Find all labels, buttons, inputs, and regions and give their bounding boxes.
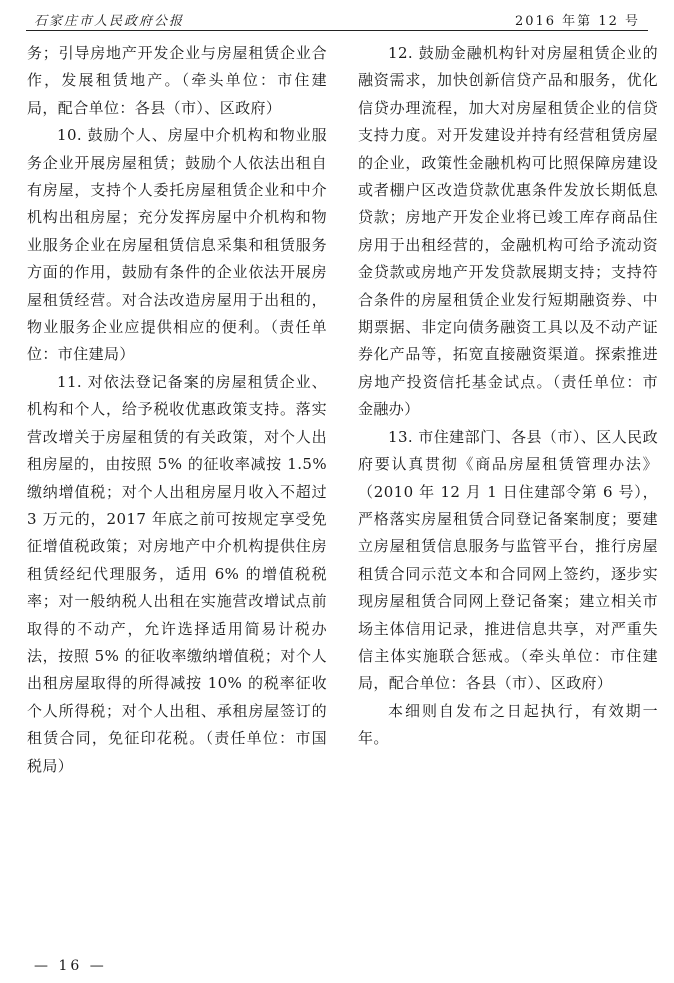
page-number: — 16 — [34,958,107,974]
paragraph: 11. 对依法登记备案的房屋租赁企业、机构和个人，给予税收优惠政策支持。落实营改增关于房屋租赁的有关政策，对个人出租房屋的，由按照 5% 的征收率减按 1.5% 缴纳增值税；对个人出租房屋月收入不超过 3 万元的，2017 年底之前可按规定享受免征增值税政策；对房地产中介机构提供住房租赁经纪代理服务，适用 6% 的增值税税率；对一般纳税人出租在实施营改增试点前取得的不动产，允许选择适用简易计税办法，按照 5% 的征收率缴纳增值税；对个人出租房屋取得的所得减按 10% 的税率征收个人所得税；对个人出租、承租房屋签订的租赁合同，免征印花税。（责任单位：市国税局） [27,372,327,775]
paragraph: 10. 鼓励个人、房屋中介机构和物业服务企业开展房屋租赁；鼓励个人依法出租自有房屋，支持个人委托房屋租赁企业和中介机构出租房屋；充分发挥房屋中介机构和物业服务企业在房屋租赁信息采集和租赁服务方面的作用，鼓励有条件的企业依法开展房屋租赁经营。对合法改造房屋用于出租的，物业服务企业应提供相应的便利。（责任单位：市住建局） [27,126,327,364]
issue-number: 2016 年第 12 号 [514,14,640,29]
paragraph: 12. 鼓励金融机构针对房屋租赁企业的融资需求，加快创新信贷产品和服务，优化信贷办理流程，加大对房屋租赁企业的信贷支持力度。对开发建设并持有经营租赁房屋的企业，政策性金融机构可比照保障房建设或者棚户区改造贷款优惠条件发放长期低息贷款；房地产开发企业将已竣工库存商品住房用于出租经营的，金融机构可给予流动资金贷款或房地产开发贷款展期支持；支持符合条件的房屋租赁企业发行短期融资券、中期票据、非定向债务融资工具以及不动产证券化产品等，拓宽直接融资渠道。探索推进房地产投资信托基金试点。（责任单位：市金融办） [358,44,658,419]
journal-title: 石家庄市人民政府公报 [34,14,185,29]
left-column [27,40,327,780]
paragraph: 本细则自发布之日起执行，有效期一年。 [358,701,658,748]
page-header [26,6,648,31]
paragraph: 13. 市住建部门、各县（市）、区人民政府要认真贯彻《商品房屋租赁管理办法》（2010 年 12 月 1 日住建部令第 6 号），严格落实房屋租赁合同登记备案制度；要建立房屋租赁信息服务与监管平台，推行房屋租赁合同示范文本和合同网上签约，逐步实现房屋租赁合同网上登记备案；建立相关市场主体信用记录，推进信息共享，对严重失信主体实施联合惩戒。（牵头单位：市住建局，配合单位：各县（市）、区政府） [358,427,658,693]
paragraph: 务；引导房地产开发企业与房屋租赁企业合作，发展租赁地产。（牵头单位：市住建局，配合单位：各县（市）、区政府） [27,44,327,117]
right-column [358,40,658,753]
